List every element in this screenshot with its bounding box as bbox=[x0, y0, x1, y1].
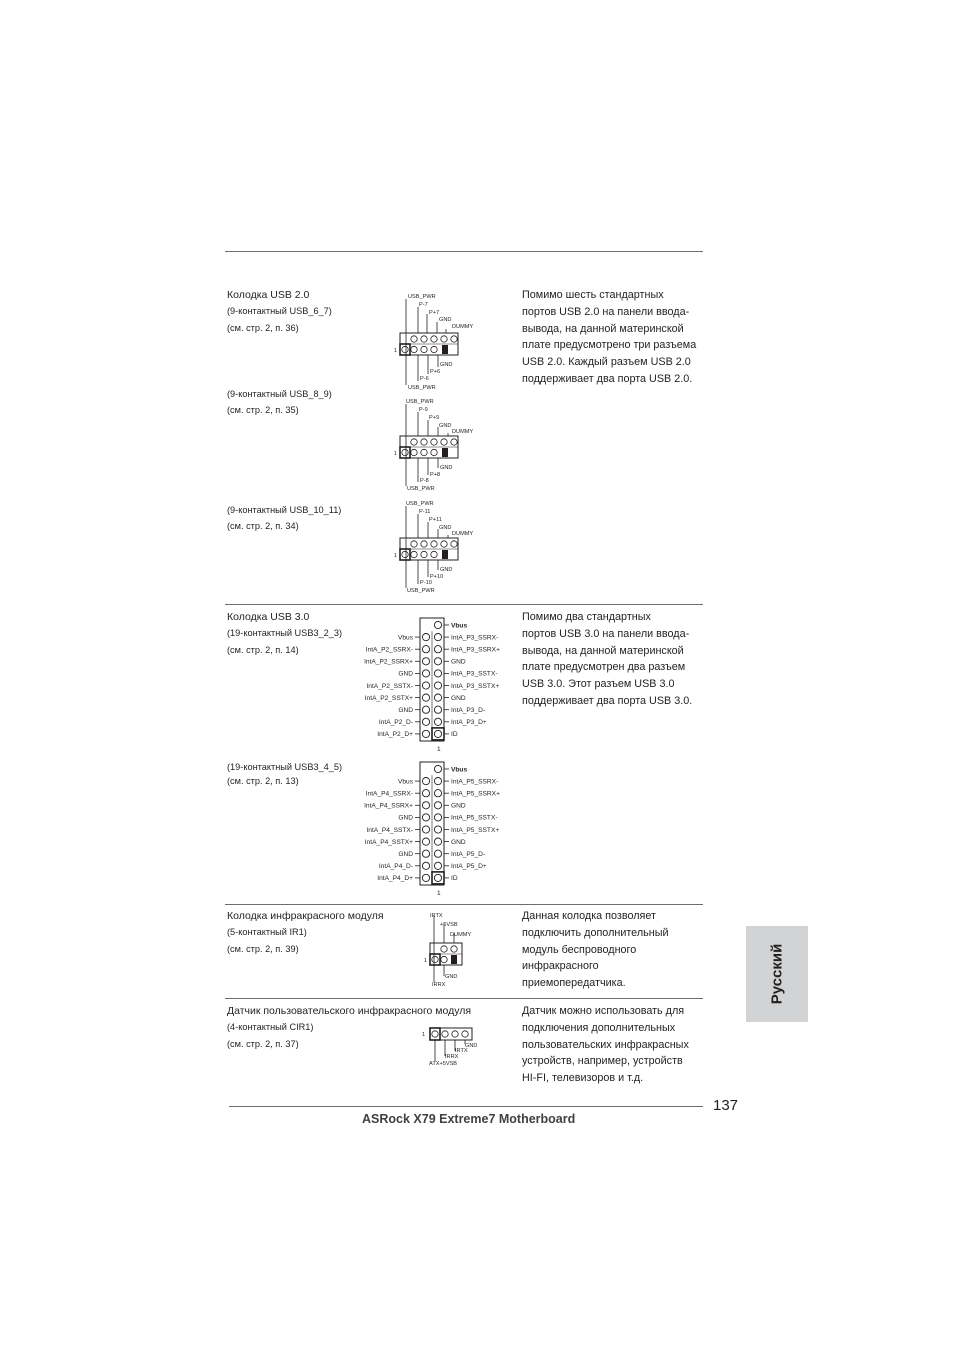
ir-description bbox=[522, 908, 707, 992]
pin-label: IntA_P3_SSTX+ bbox=[451, 682, 500, 690]
desc-line: Данная колодка позволяет bbox=[522, 910, 656, 922]
footer-rule bbox=[229, 1106, 703, 1107]
pin bbox=[434, 802, 441, 809]
pin-label: IRTX bbox=[455, 1048, 468, 1054]
pin-label: IntA_P3_D+ bbox=[451, 719, 487, 727]
pin-label: IntA_P2_SSTX+ bbox=[364, 694, 413, 702]
pin-label: IntA_P4_D- bbox=[378, 863, 413, 871]
desc-line: USB 2.0. Каждый разъем USB 2.0 bbox=[522, 356, 691, 369]
usb2-h1-pins: (9-контактный USB_6_7) bbox=[227, 306, 332, 316]
page-number: 137 bbox=[713, 1097, 739, 1114]
cir-ref: (см. стр. 2, п. 37) bbox=[227, 1039, 299, 1049]
pin-label: GND bbox=[439, 423, 452, 429]
desc-line: Помимо два стандартных bbox=[522, 611, 651, 623]
usb3-description bbox=[522, 609, 707, 710]
usb3-h2-pins: (19-контактный USB3_4_5) bbox=[227, 762, 343, 772]
pin-label: IntA_P5_SSTX+ bbox=[451, 826, 500, 834]
usb3-header-4-5-diagram bbox=[355, 758, 520, 898]
pin-one-marker: 1 bbox=[394, 553, 398, 559]
pin-label: USB_PWR bbox=[408, 294, 436, 300]
pin bbox=[422, 862, 429, 869]
pin bbox=[422, 658, 429, 665]
pin-label: GND bbox=[439, 525, 452, 531]
pin bbox=[434, 634, 441, 641]
pin-label: P-7 bbox=[419, 302, 428, 308]
pin-label: Vbus bbox=[451, 766, 468, 774]
usb2-h2-pins: (9-контактный USB_8_9) bbox=[227, 389, 332, 399]
pin bbox=[434, 694, 441, 701]
pin-label: USB_PWR bbox=[406, 501, 434, 507]
pin-one-marker: 1 bbox=[424, 958, 428, 964]
pin bbox=[422, 670, 429, 677]
desc-line: портов USB 3.0 на панели ввода- bbox=[522, 627, 690, 640]
pin-label: IntA_P3_SSRX+ bbox=[451, 646, 500, 654]
usb2-title: Колодка USB 2.0 bbox=[227, 289, 310, 301]
pin-one-marker: 1 bbox=[394, 348, 398, 354]
desc-line: вывода, на данной материнской bbox=[522, 644, 684, 657]
usb2-h1-ref: (см. стр. 2, п. 36) bbox=[227, 323, 299, 333]
pin-label: GND bbox=[398, 814, 413, 822]
pin-label: P+7 bbox=[429, 310, 440, 316]
desc-line: Помимо шесть стандартных bbox=[522, 289, 664, 301]
ir-title: Колодка инфракрасного модуля bbox=[227, 910, 384, 922]
pin bbox=[434, 621, 441, 628]
pin-label: GND bbox=[440, 567, 453, 573]
pin bbox=[422, 850, 429, 857]
language-tab-label: Русский bbox=[768, 943, 786, 1005]
pin bbox=[422, 694, 429, 701]
pin-label: DUMMY bbox=[452, 429, 474, 435]
desc-line: вывода, на данной материнской bbox=[522, 322, 684, 335]
usb3-h2-ref: (см. стр. 2, п. 13) bbox=[227, 776, 299, 786]
pin-label: IntA_P5_SSTX- bbox=[451, 814, 498, 822]
pin-label: GND bbox=[451, 802, 466, 810]
desc-line: портов USB 2.0 на панели ввода- bbox=[522, 305, 690, 318]
desc-line: приемопередатчика. bbox=[522, 977, 626, 990]
pin-label: GND bbox=[398, 707, 413, 714]
pin bbox=[434, 682, 441, 689]
pin bbox=[434, 646, 441, 653]
pin bbox=[422, 838, 429, 845]
pin-label: Vbus bbox=[397, 778, 413, 786]
pin bbox=[434, 765, 441, 772]
desc-line: HI-FI, телевизоров и т.д. bbox=[522, 1072, 644, 1085]
usb2-header-8-9-diagram bbox=[392, 396, 502, 494]
pin-label: IntA_P5_SSRX+ bbox=[451, 790, 500, 798]
pin-label: GND bbox=[451, 838, 466, 846]
desc-line: подключения дополнительных bbox=[522, 1021, 676, 1034]
usb2-header-6-7-diagram bbox=[390, 289, 500, 393]
pin bbox=[422, 814, 429, 821]
pin-label: IntA_P2_D- bbox=[378, 719, 413, 727]
desc-line: модуль беспроводного bbox=[522, 943, 637, 956]
pin-label: IntA_P5_SSRX- bbox=[451, 778, 499, 786]
pin-label: IRRX bbox=[432, 982, 446, 988]
pin-one-marker: 1 bbox=[394, 451, 398, 457]
pin-label: IntA_P2_SSRX+ bbox=[364, 658, 413, 666]
pin-label: DUMMY bbox=[450, 932, 472, 938]
section-divider-ir bbox=[225, 904, 703, 905]
pin-label: GND bbox=[440, 362, 453, 368]
pin bbox=[434, 874, 441, 881]
pin-label: ID bbox=[451, 731, 458, 739]
usb2-h2-ref: (см. стр. 2, п. 35) bbox=[227, 405, 299, 415]
pin-label: GND bbox=[440, 465, 453, 471]
pin bbox=[434, 718, 441, 725]
pin-label: IntA_P4_SSTX- bbox=[366, 826, 413, 834]
pin bbox=[422, 718, 429, 725]
desc-line: подключить дополнительный bbox=[522, 926, 669, 939]
desc-line: Датчик можно использовать для bbox=[522, 1005, 685, 1017]
pin-label: IntA_P4_D+ bbox=[377, 875, 413, 883]
pin-label: +5VSB bbox=[440, 922, 458, 928]
pin bbox=[422, 802, 429, 809]
pin-one-marker: 1 bbox=[437, 745, 441, 753]
usb3-header-2-3-diagram bbox=[355, 614, 520, 754]
ir-header-diagram bbox=[420, 908, 490, 990]
pin bbox=[422, 874, 429, 881]
pin-label: GND bbox=[445, 974, 458, 980]
top-rule bbox=[225, 251, 703, 252]
pin-one-marker: 1 bbox=[422, 1032, 426, 1038]
cir-header-diagram bbox=[420, 1024, 490, 1072]
pin-label: P-10 bbox=[420, 580, 432, 586]
pin bbox=[434, 778, 441, 785]
pin-label: ID bbox=[451, 875, 458, 883]
pin-label: IntA_P2_SSRX- bbox=[365, 646, 413, 654]
pin bbox=[422, 706, 429, 713]
usb3-h1-ref: (см. стр. 2, п. 14) bbox=[227, 645, 299, 655]
pin bbox=[434, 838, 441, 845]
pin bbox=[422, 730, 429, 737]
pin-label: IntA_P2_D+ bbox=[377, 731, 413, 739]
pin bbox=[434, 790, 441, 797]
pin-label: USB_PWR bbox=[407, 588, 435, 594]
pin-label: IntA_P4_SSRX+ bbox=[364, 802, 413, 810]
language-tab bbox=[746, 926, 808, 1022]
pin-label: P+10 bbox=[430, 574, 444, 580]
desc-line: устройств, например, устройств bbox=[522, 1055, 683, 1068]
pin bbox=[422, 790, 429, 797]
desc-line: инфракрасного bbox=[522, 960, 599, 973]
pin-label: IntA_P4_SSTX+ bbox=[364, 838, 413, 846]
desc-line: пользовательских инфракрасных bbox=[522, 1038, 689, 1051]
pin bbox=[422, 682, 429, 689]
pin-label: P+9 bbox=[429, 415, 440, 421]
usb2-description bbox=[522, 287, 707, 388]
pin-label: Vbus bbox=[451, 622, 468, 630]
usb2-h3-ref: (см. стр. 2, п. 34) bbox=[227, 521, 299, 531]
pin-label: USB_PWR bbox=[407, 486, 435, 492]
pin bbox=[422, 826, 429, 833]
pin-label: IntA_P2_SSTX- bbox=[366, 682, 413, 690]
desc-line: USB 3.0. Этот разъем USB 3.0 bbox=[522, 678, 675, 691]
section-divider-cir bbox=[225, 998, 703, 999]
usb2-h3-pins: (9-контактный USB_10_11) bbox=[227, 505, 342, 515]
cir-pins: (4-контактный CIR1) bbox=[227, 1022, 314, 1032]
pin-label: P-9 bbox=[419, 407, 428, 413]
pin-label: DUMMY bbox=[452, 324, 474, 330]
desc-line: плате предусмотрено три разъема bbox=[522, 339, 697, 352]
pin bbox=[434, 826, 441, 833]
pin bbox=[422, 646, 429, 653]
pin-label: USB_PWR bbox=[406, 399, 434, 405]
pin bbox=[422, 634, 429, 641]
pin-label: DUMMY bbox=[452, 531, 474, 537]
pin-label: IRRX bbox=[445, 1054, 459, 1060]
pin-label: P-8 bbox=[420, 478, 429, 484]
pin bbox=[434, 670, 441, 677]
pin bbox=[422, 778, 429, 785]
pin bbox=[434, 658, 441, 665]
pin bbox=[434, 730, 441, 737]
pin-label: ATX+5VSB bbox=[429, 1061, 458, 1067]
pin-label: P-11 bbox=[419, 509, 431, 515]
pin-label: GND bbox=[398, 670, 413, 678]
pin-label: P+11 bbox=[429, 517, 442, 523]
ir-ref: (см. стр. 2, п. 39) bbox=[227, 944, 299, 954]
pin bbox=[434, 862, 441, 869]
pin-label: GND bbox=[451, 658, 466, 666]
pin bbox=[434, 706, 441, 713]
pin-label: IntA_P5_D+ bbox=[451, 863, 487, 871]
pin-label: P+8 bbox=[430, 472, 441, 478]
desc-line: поддерживает два порта USB 2.0. bbox=[522, 372, 693, 385]
ir-pins: (5-контактный IR1) bbox=[227, 927, 307, 937]
pin-label: IntA_P5_D- bbox=[451, 851, 486, 858]
pin-label: IRTX bbox=[430, 913, 443, 919]
pin-label: GND bbox=[465, 1043, 478, 1049]
cir-title: Датчик пользовательского инфракрасного модуля bbox=[227, 1005, 472, 1017]
pin-label: USB_PWR bbox=[408, 385, 436, 391]
pin-label: IntA_P3_D- bbox=[451, 707, 486, 714]
pin-label: IntA_P3_SSRX- bbox=[451, 634, 499, 642]
pin-one-marker: 1 bbox=[437, 889, 441, 897]
section-divider-usb3 bbox=[225, 604, 703, 605]
pin bbox=[434, 814, 441, 821]
pin-label: Vbus bbox=[397, 634, 413, 642]
pin-label: P-6 bbox=[420, 376, 429, 382]
cir-description bbox=[522, 1003, 707, 1087]
pin-label: GND bbox=[439, 317, 452, 323]
usb3-h1-pins: (19-контактный USB3_2_3) bbox=[227, 628, 343, 638]
product-name: ASRock X79 Extreme7 Motherboard bbox=[362, 1112, 576, 1126]
pin-label: GND bbox=[451, 694, 466, 702]
pin bbox=[434, 850, 441, 857]
pin-label: P+6 bbox=[430, 369, 441, 375]
pin-label: GND bbox=[398, 851, 413, 858]
usb2-header-10-11-diagram bbox=[392, 498, 502, 596]
pin-label: IntA_P4_SSRX- bbox=[365, 790, 413, 798]
usb3-title: Колодка USB 3.0 bbox=[227, 611, 310, 623]
desc-line: плате предусмотрен два разъем bbox=[522, 661, 686, 674]
desc-line: поддерживает два порта USB 3.0. bbox=[522, 694, 693, 707]
pin-label: IntA_P3_SSTX- bbox=[451, 670, 498, 678]
